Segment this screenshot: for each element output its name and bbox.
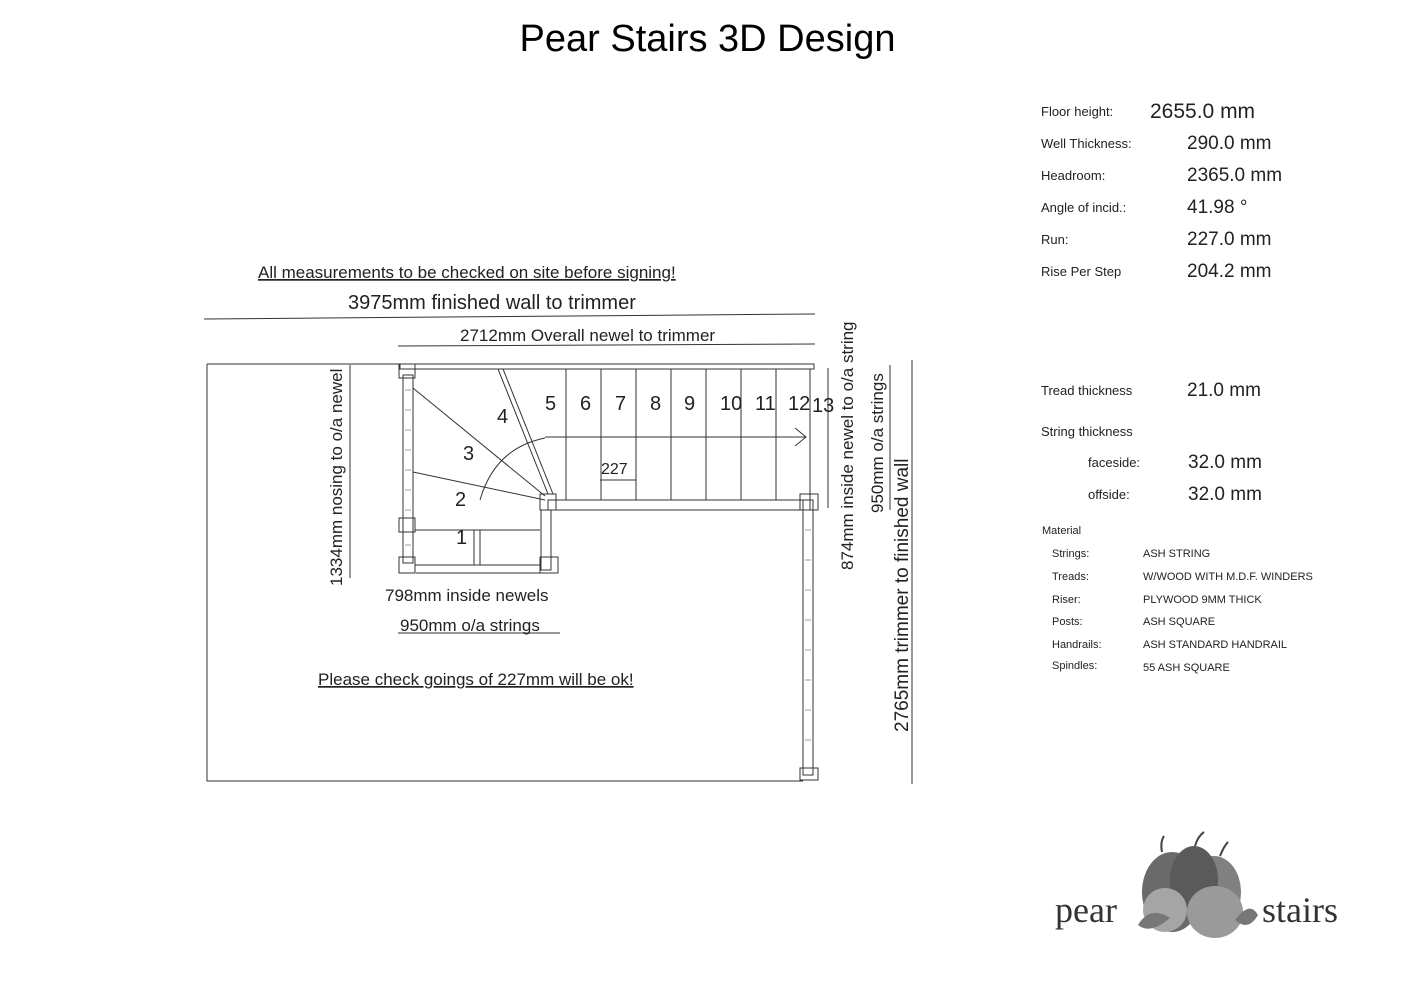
- step-number: 10: [720, 393, 743, 415]
- spec-value-well-thickness: 290.0 mm: [1187, 133, 1272, 154]
- spec-label-well-thickness: Well Thickness:: [1041, 136, 1132, 151]
- spec-label-tread-thickness: Tread thickness: [1041, 383, 1133, 398]
- logo-word-stairs: stairs: [1262, 890, 1338, 930]
- winder-line: [413, 388, 545, 496]
- spec-label-run: Run:: [1041, 232, 1069, 247]
- winder-line: [498, 369, 548, 494]
- step-number: 7: [615, 393, 627, 415]
- material-value-strings: ASH STRING: [1143, 548, 1211, 560]
- dim-nosing: 1334mm nosing to o/a newel: [327, 368, 346, 586]
- going-label: 227: [601, 461, 628, 478]
- spec-value-faceside: 32.0 mm: [1188, 452, 1262, 473]
- spec-label-headroom: Headroom:: [1041, 168, 1106, 183]
- material-label-riser: Riser:: [1052, 594, 1081, 606]
- step-number: 9: [684, 393, 696, 415]
- note-top: All measurements to be checked on site before signing!: [258, 263, 676, 282]
- dim-inside-newel-string: 874mm inside newel to o/a string: [838, 321, 857, 570]
- material-label-strings: Strings:: [1052, 548, 1090, 560]
- step-number: 1: [456, 527, 468, 549]
- step-number: 8: [650, 393, 662, 415]
- spec-value-headroom: 2365.0 mm: [1187, 165, 1283, 186]
- dim-trimmer-wall: 2765mm trimmer to finished wall: [892, 458, 913, 732]
- step-number: 2: [455, 489, 467, 511]
- dim-line-wall-to-trimmer: [204, 314, 815, 319]
- spec-label-string-thickness: String thickness: [1041, 424, 1133, 439]
- step-number: 5: [545, 393, 557, 415]
- newel-post: [540, 557, 558, 573]
- spec-label-offside: offside:: [1088, 487, 1130, 502]
- spec-value-rise: 204.2 mm: [1187, 261, 1272, 282]
- dim-oa-strings-right: 950mm o/a strings: [868, 373, 887, 513]
- material-value-riser: PLYWOOD 9MM THICK: [1143, 594, 1262, 606]
- step-number: 11: [755, 393, 776, 415]
- step-number: 13: [812, 395, 835, 417]
- material-label-handrails: Handrails:: [1052, 639, 1102, 651]
- flight-lower-string: [548, 500, 810, 510]
- step-number: 3: [463, 443, 475, 465]
- spec-label-faceside: faceside:: [1088, 455, 1141, 470]
- material-label-treads: Treads:: [1052, 571, 1089, 583]
- note-bottom: Please check goings of 227mm will be ok!: [318, 670, 634, 689]
- spec-value-run: 227.0 mm: [1187, 229, 1272, 250]
- inner-winder-string: [541, 510, 551, 570]
- step-number: 6: [580, 393, 592, 415]
- material-heading: Material: [1042, 525, 1082, 537]
- winder-line: [413, 472, 545, 500]
- spec-label-angle: Angle of incid.:: [1041, 200, 1127, 215]
- spec-label-rise: Rise Per Step: [1041, 264, 1122, 279]
- spec-value-tread-thickness: 21.0 mm: [1187, 380, 1261, 401]
- winder-line: [503, 369, 553, 494]
- spec-label-floor-height: Floor height:: [1041, 104, 1114, 119]
- material-label-spindles: Spindles:: [1052, 660, 1098, 672]
- dim-inside-newels: 798mm inside newels: [385, 586, 549, 605]
- dim-wall-to-trimmer: 3975mm finished wall to trimmer: [348, 292, 636, 314]
- material-value-treads: W/WOOD WITH M.D.F. WINDERS: [1143, 571, 1313, 583]
- material-value-handrails: ASH STANDARD HANDRAIL: [1143, 639, 1288, 651]
- spec-value-angle: 41.98 °: [1187, 197, 1248, 218]
- dim-oa-strings-bottom: 950mm o/a strings: [400, 616, 540, 635]
- material-label-posts: Posts:: [1052, 616, 1083, 628]
- spec-value-offside: 32.0 mm: [1188, 484, 1262, 505]
- dim-overall-newel: 2712mm Overall newel to trimmer: [460, 326, 716, 345]
- right-well-string: [803, 500, 813, 775]
- step-number: 12: [788, 393, 811, 415]
- left-string: [403, 375, 413, 563]
- material-value-spindles: 55 ASH SQUARE: [1143, 662, 1230, 674]
- logo-word-pear: pear: [1055, 890, 1117, 930]
- step-number: 4: [497, 406, 509, 428]
- top-handrail: [400, 364, 814, 369]
- spec-value-floor-height: 2655.0 mm: [1150, 100, 1256, 123]
- material-value-posts: ASH SQUARE: [1143, 616, 1216, 628]
- page-title: Pear Stairs 3D Design: [519, 18, 896, 60]
- pear-logo-icon: [1138, 832, 1258, 938]
